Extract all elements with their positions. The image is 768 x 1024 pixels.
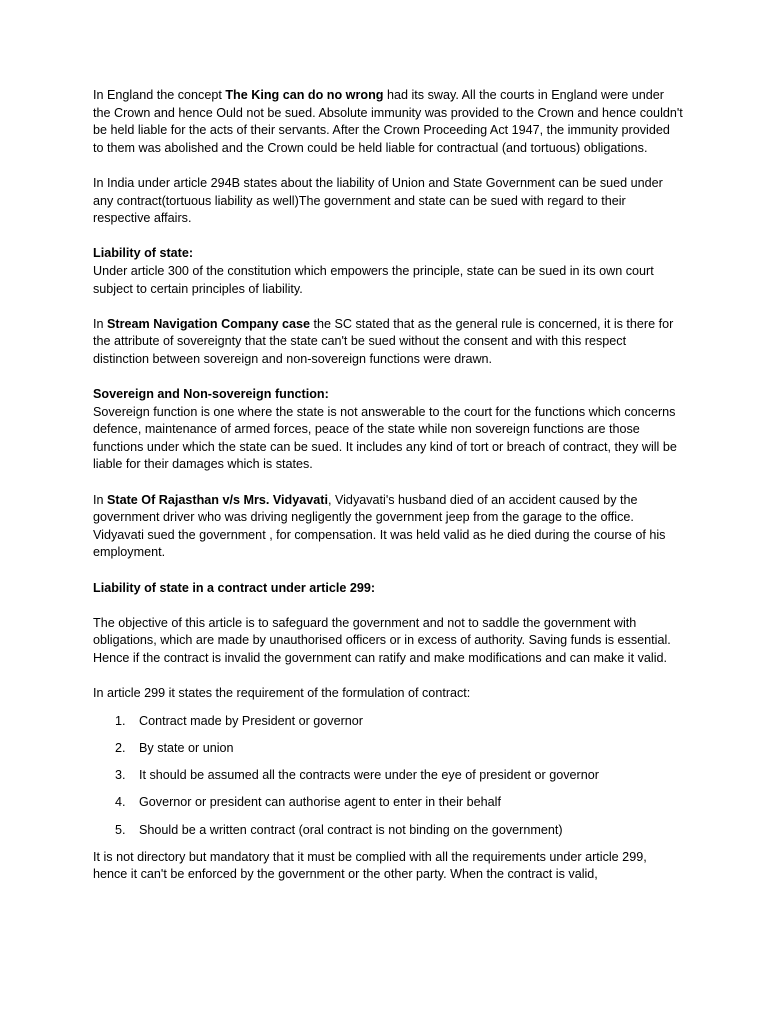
list-item: 2. By state or union xyxy=(115,740,234,755)
paragraph-article-300: Under article 300 of the constitution which empowers the principle, state can be sued in its own court subject to certain principles of liability. xyxy=(93,263,654,296)
heading-liability-of-state: Liability of state: xyxy=(93,246,194,261)
bold-case-name: Stream Navigation Company case xyxy=(107,316,310,331)
paragraph-sovereign-definition: Sovereign function is one where the state is not answerable to the court for the functions which concerns defence, maintenance of armed forces, peace of the state while non sovereign functions are those functions under which the state can be sued. It includes any kind of tort or breach of contract, they will be liable for their damages which is states. xyxy=(93,404,677,472)
paragraph-mandatory-compliance: It is not directory but mandatory that it must be complied with all the requirements under article 299, hence it can't be enforced by the government or the other party. When the contract is valid, xyxy=(93,849,647,882)
text-run: had its sway. All the courts in England were under the Crown and hence Ould not be sued. Absolute immunity was provided to the Crown and hence couldn't be held liable for the acts of their servants. After the Crown Proceeding Act 1947, the immunity provided to them was abolished and the Crown could be held liable for contractual (and tortuous) obligations. xyxy=(93,88,683,155)
text-run: In xyxy=(93,316,108,331)
text-run: the SC stated that as the general rule is concerned, it is there for the attribute of sovereignty that the state can't be sued without the consent and with this respect distinction between sovereign and non-sovereign functions were drawn. xyxy=(93,316,674,366)
heading-contract-article-299: Liability of state in a contract under article 299: xyxy=(93,580,376,595)
paragraph-stream-navigation xyxy=(93,316,683,369)
paragraph-crown-immunity xyxy=(93,87,683,157)
bold-term: The King can do no wrong xyxy=(225,88,384,102)
paragraph-article-299-requirements: In article 299 it states the requirement of the formulation of contract: xyxy=(93,686,471,701)
paragraph-article-299-objective: The objective of this article is to safeguard the government and not to saddle the government with obligations, which are made by unauthorised officers or in excess of authority. Saving funds is essential. Hence if the contract is invalid the government can ratify and make modifications and can make it valid. xyxy=(93,615,671,665)
list-item: 5. Should be a written contract (oral contract is not binding on the government) xyxy=(115,822,563,837)
document-page xyxy=(93,87,683,884)
paragraph-vidyavati-case xyxy=(93,492,683,562)
list-item: 4. Governor or president can authorise agent to enter in their behalf xyxy=(115,795,501,810)
text-run: , Vidyavati's husband died of an accident caused by the government driver who was driving negligently the government jeep from the garage to the office. Vidyavati sued the government , for compensation. It was held valid as he died during the course of his employment. xyxy=(93,492,666,560)
paragraph-article-294b: In India under article 294B states about the liability of Union and State Government can be sued under any contract(tortuous liability as well)The government and state can be sued with regard to their respective affairs. xyxy=(93,175,663,226)
text-run: In England the concept xyxy=(93,88,226,102)
list-item: 1. Contract made by President or governor xyxy=(115,713,364,728)
bold-case-name: State Of Rajasthan v/s Mrs. Vidyavati xyxy=(107,492,328,507)
requirements-list xyxy=(93,713,683,839)
heading-sovereign-function: Sovereign and Non-sovereign function: xyxy=(93,387,329,402)
text-run: In xyxy=(93,492,108,507)
list-item: 3. It should be assumed all the contracts were under the eye of president or governor xyxy=(115,768,599,783)
